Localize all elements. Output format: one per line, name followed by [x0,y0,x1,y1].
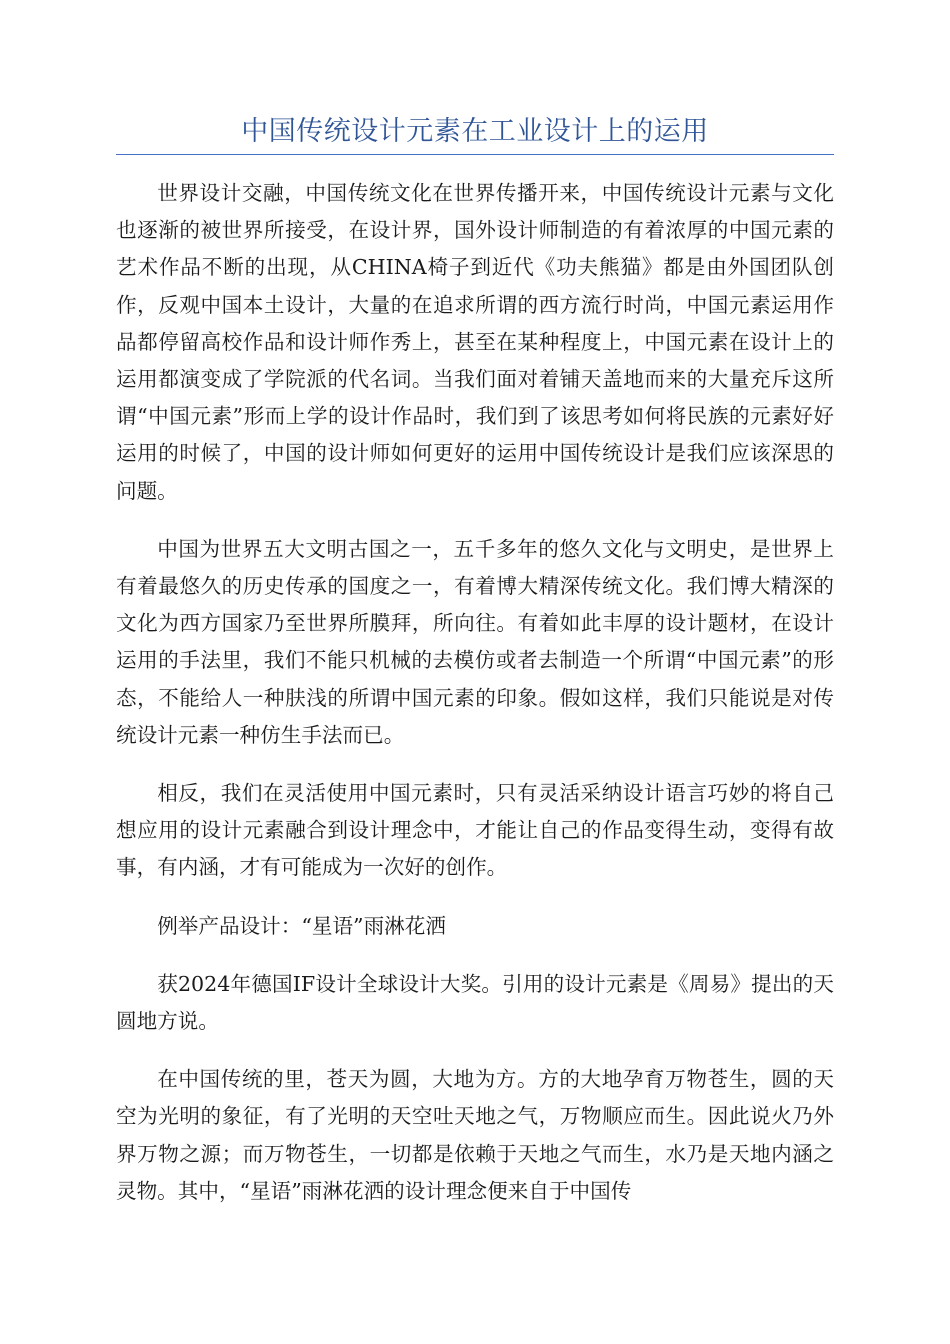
paragraph-example-heading: 例举产品设计：“星语”雨淋花洒 [157,913,446,938]
title-underline [116,154,834,155]
paragraph-civilization: 中国为世界五大文明古国之一，五千多年的悠久文化与文明史，是世界上有着最悠久的历史传承的国度之一，有着博大精深传统文化。我们博大精深的文化为西方国家乃至世界所膜拜，所向往。有着如此丰厚的设计题材，在设计运用的手法里，我们不能只机械的去模仿或者去制造一个所谓“中国元素”的形态，不能给人一种肤浅的所谓中国元素的印象。假如这样，我们只能说是对传统设计元素一种仿生手法而已。 [116,536,834,747]
paragraph-intro: 世界设计交融，中国传统文化在世界传播开来，中国传统设计元素与文化也逐渐的被世界所接受，在设计界，国外设计师制造的有着浓厚的中国元素的艺术作品不断的出现，从CHINA椅子到近代《功夫熊猫》都是由外国团队创作，反观中国本土设计，大量的在追求所谓的西方流行时尚，中国元素运用作品都停留高校作品和设计师作秀上，甚至在某种程度上，中国元素在设计上的运用都演变成了学院派的代名词。当我们面对着铺天盖地而来的大量充斥这所谓“中国元素”形而上学的设计作品时，我们到了该思考如何将民族的元素好好运用的时候了，中国的设计师如何更好的运用中国传统设计是我们应该深思的问题。 [116,181,834,503]
paragraph-heaven-earth: 在中国传统的里，苍天为圆，大地为方。方的大地孕育万物苍生，圆的天空为光明的象征，有了光明的天空吐天地之气，万物顺应而生。因此说火乃外界万物之源；而万物苍生，一切都是依赖于天地之气而生，水乃是天地内涵之灵物。其中，“星语”雨淋花洒的设计理念便来自于中国传 [116,1067,834,1203]
paragraph-flexible-use: 相反，我们在灵活使用中国元素时，只有灵活采纳设计语言巧妙的将自己想应用的设计元素融合到设计理念中，才能让自己的作品变得生动，变得有故事，有内涵，才有可能成为一次好的创作。 [116,781,834,880]
page-title: 中国传统设计元素在工业设计上的运用 [241,116,709,147]
paragraph-award: 获2024年德国IF设计全球设计大奖。引用的设计元素是《周易》提出的天圆地方说。 [116,971,834,1034]
document-body [116,175,834,1231]
